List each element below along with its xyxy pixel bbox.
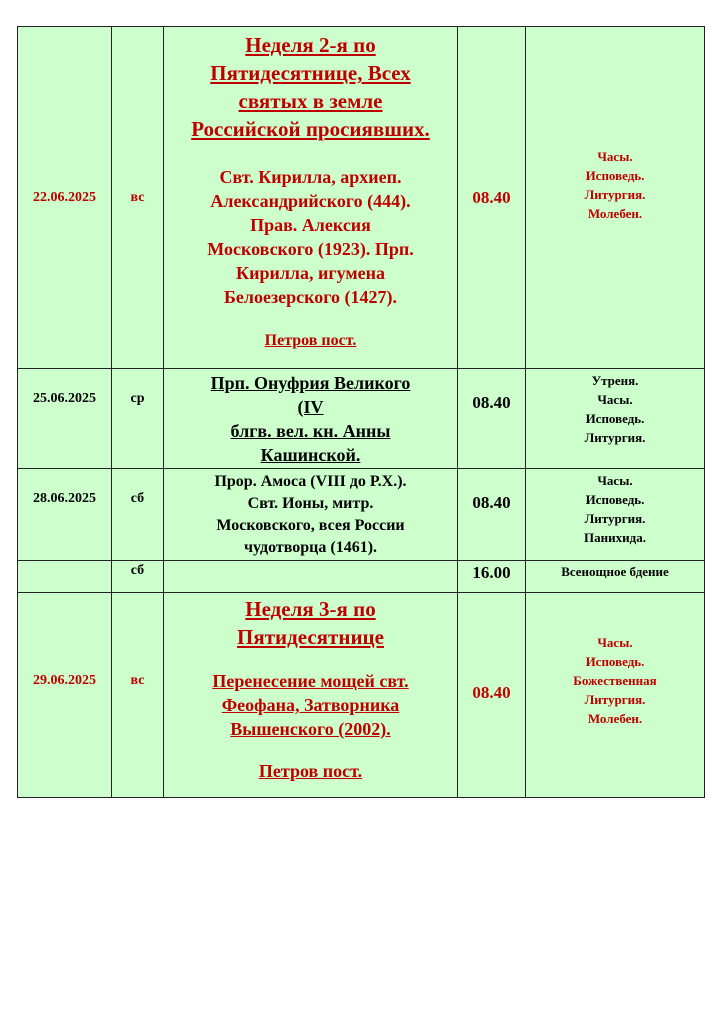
service-item: Часы. [597,473,633,488]
saints-line: Белоезерского (1427). [223,287,398,307]
service-item: Исповедь. [585,492,645,507]
saints-line: Прав. Алексия [250,215,371,235]
feast-cell [164,593,458,798]
weekday-cell: вс [112,27,164,369]
schedule-row [18,369,705,469]
feast-cell [164,369,458,469]
service-item: Молебен. [587,206,643,221]
feast-cell [164,561,458,593]
service-item: Исповедь. [585,411,645,426]
service-item: Исповедь. [585,654,645,669]
services-cell [526,593,705,798]
saints-line: Свт. Кирилла, архиеп. [219,167,402,187]
feast-cell [164,469,458,561]
date-cell: 29.06.2025 [18,593,112,798]
saints-line: Кирилла, игумена [236,263,385,283]
time-cell: 08.40 [458,27,526,369]
service-item: Часы. [597,392,633,407]
service-item: Литургия. [584,430,646,445]
feast-title-line: (IV [297,397,324,417]
fast-note: Петров пост. [258,761,363,781]
feast-cell [164,27,458,369]
feast-title-line: Неделя 2-я по [245,33,376,57]
time-cell: 16.00 [458,561,526,593]
service-item: Всенощное бдение [561,564,669,579]
services-cell [526,27,705,369]
weekday-cell: сб [112,469,164,561]
service-item: Литургия. [584,511,646,526]
schedule-row [18,593,705,798]
feast-title-line: Российской просиявших. [191,117,430,141]
feast-title-line: чудотворца (1461). [243,539,378,556]
weekday-cell: сб [112,561,164,593]
services-cell [526,561,705,593]
feast-title-line: Кашинской. [260,445,361,465]
schedule-table [17,26,705,798]
feast-title-line: Неделя 3-я по [245,597,376,621]
date-cell: 22.06.2025 [18,27,112,369]
feast-title-line: блгв. вел. кн. Анны [230,421,391,441]
feast-title-line: Пятидесятнице, Всех [210,61,411,85]
date-cell: 25.06.2025 [18,369,112,469]
service-item: Исповедь. [585,168,645,183]
service-item: Утреня. [591,373,639,388]
feast-title-line: Прор. Амоса (VIII до Р.Х.). [214,473,407,490]
saints-line: Перенесение мощей свт. [212,671,409,691]
date-cell: 28.06.2025 [18,469,112,561]
service-item: Молебен. [587,711,643,726]
feast-title-line: Свт. Ионы, митр. [247,495,374,512]
service-item: Литургия. [584,692,646,707]
service-item: Литургия. [584,187,646,202]
services-cell [526,469,705,561]
service-item: Часы. [597,635,633,650]
service-item: Панихида. [584,530,646,545]
schedule-row [18,561,705,593]
saints-line: Александрийского (444). [210,191,411,211]
weekday-cell: вс [112,593,164,798]
weekday-cell: ср [112,369,164,469]
feast-title-line: Пятидесятнице [237,625,384,649]
date-cell [18,561,112,593]
schedule-row [18,27,705,369]
service-item: Часы. [597,149,633,164]
time-cell: 08.40 [458,369,526,469]
schedule-row [18,469,705,561]
saints-line: Феофана, Затворника [221,695,400,715]
time-cell: 08.40 [458,593,526,798]
feast-title-line: святых в земле [238,89,383,113]
services-cell [526,369,705,469]
time-cell: 08.40 [458,469,526,561]
service-item: Божественная [573,673,657,688]
feast-title-line: Прп. Онуфрия Великого [210,373,411,393]
feast-title-line: Московского, всея России [216,517,405,534]
saints-line: Московского (1923). Прп. [207,239,414,259]
saints-line: Вышенского (2002). [230,719,391,739]
fast-note: Петров пост. [264,332,357,349]
